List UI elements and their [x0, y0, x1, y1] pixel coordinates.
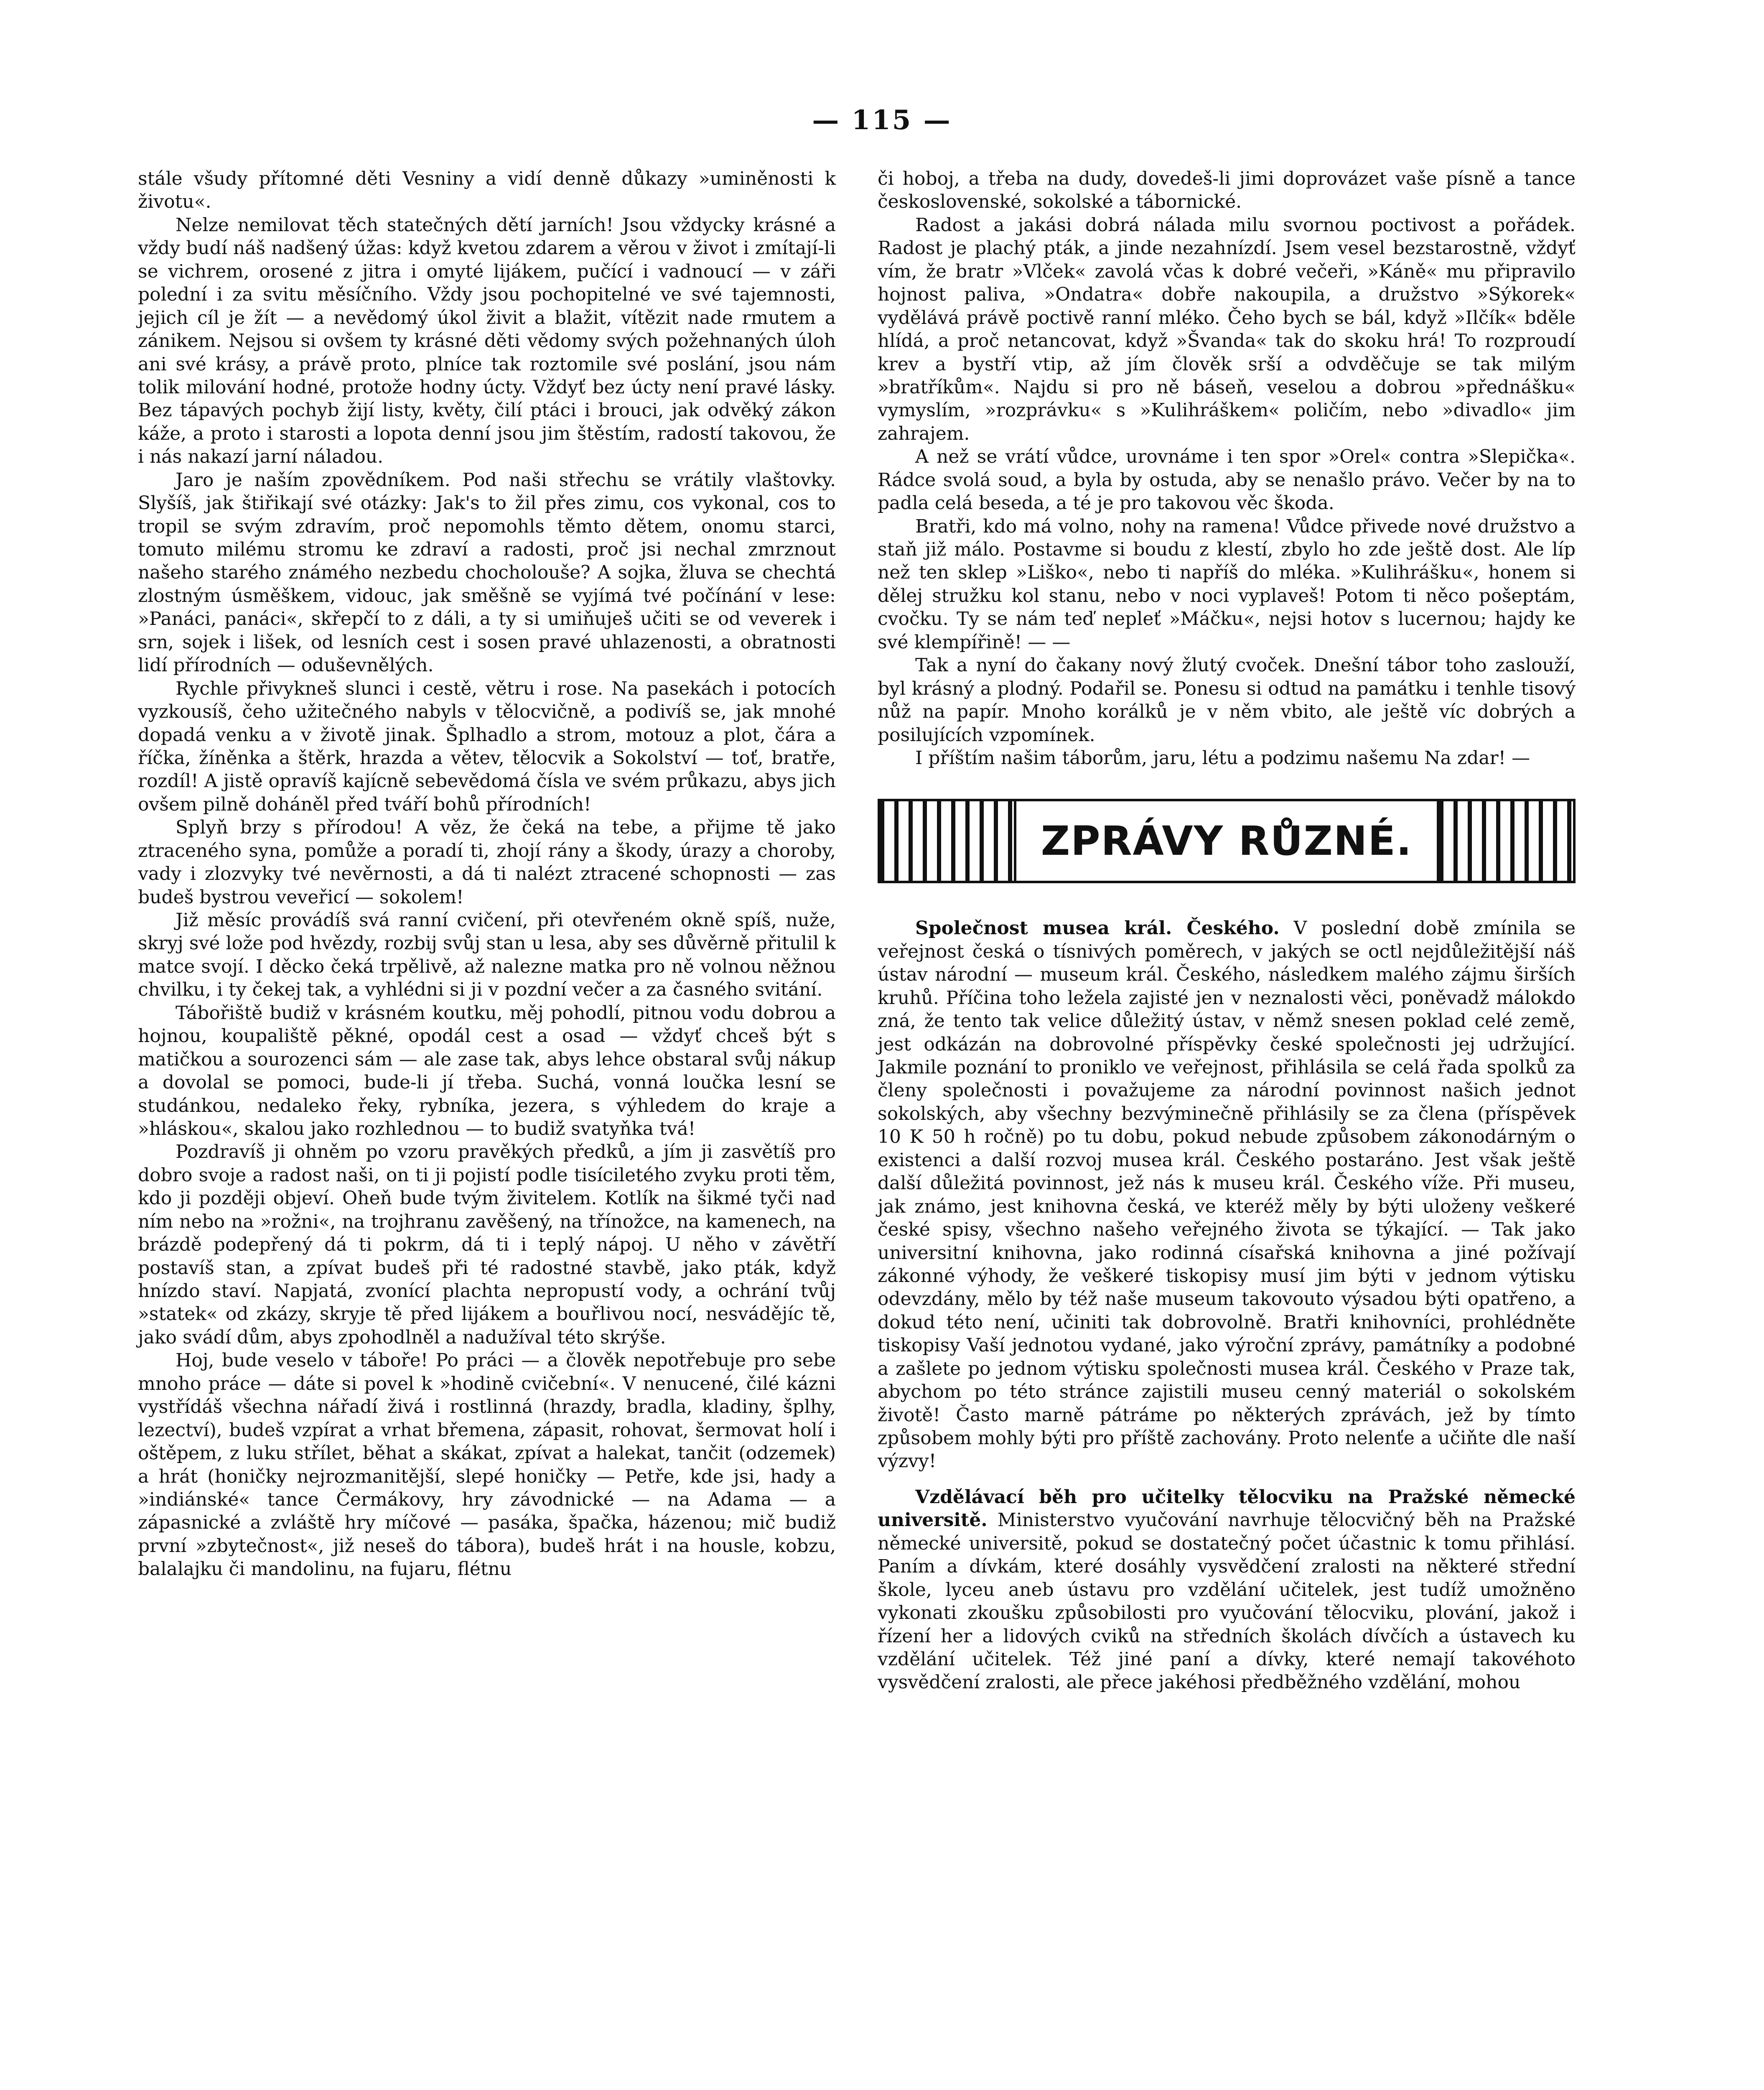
paragraph: či hoboj, a třeba na dudy, dovedeš-li jimi doprovázet vaše písně a tance československé, sokolské a tábornické.: [878, 168, 1576, 213]
paragraph: Nelze nemilovat těch statečných dětí jarních! Jsou vždycky krásné a vždy budí náš nadšený úžas: když kvetou zdarem a věrou v život i zmítají-li se vichrem, orosené z jitra i omyté lijákem, pučící i vadnoucí — v záři polední i za svitu měsíčního. Vždy jsou pochopitelné ve své tajemnosti, jejich cíl je žít — a nevědomý úkol živit a blažit, vítězit nade rmutem a zánikem. Nejsou si ovšem ty krásné děti vědomy svých požehnaných úloh ani své krásy, a právě proto, plníce tak roztomile své poslání, jsou nám tolik milování hodné, protože hodny úcty. Vždyť bez úcty není pravé lásky. Bez tápavých pochyb žijí listy, květy, čilí ptáci i brouci, jak odvěký zákon káže, a proto i starosti a lopota denní jsou jim štěstím, radostí takovou, že i nás nakazí jarní náladou.: [138, 214, 836, 468]
news-title: Společnost musea král. Českého.: [915, 918, 1280, 939]
ornament-left-icon: [880, 801, 1016, 881]
section-banner: [878, 799, 1576, 883]
paragraph: Tak a nyní do čakany nový žlutý cvoček. Dnešní tábor toho zaslouží, byl krásný a plodný. Podařil se. Ponesu si odtud na památku i tenhle tisový nůž na papír. Mnoho korálků je v něm vbito, ale ještě víc dobrých a posilujících vzpomínek.: [878, 655, 1576, 746]
paragraph: Bratři, kdo má volno, nohy na ramena! Vůdce přivede nové družstvo a staň již málo. Postavme si boudu z klestí, zbylo ho zde ještě dost. Ale líp než ten sklep »Liško«, nebo ti napříš do mléka. »Kulihrášku«, honem si dělej stružku kol stanu, nebo v noci vyplaveš! Potom ti něco pošeptám, cvočku. Ty se nám teď nepleť »Máčku«, nejsi hotov s lucernou; hajdy ke své klempířině! — —: [878, 515, 1576, 653]
paragraph: Radost a jakási dobrá nálada milu svornou poctivost a pořádek. Radost je plachý pták, a jinde nezahnízdí. Jsem vesel bezstarostně, vždyť vím, že bratr »Vlček« zavolá včas k dobré večeři, »Káně« mu připravilo hojnost paliva, »Ondatra« dobře nakoupila, a družstvo »Sýkorek« vydělává právě poctivě ranní mléko. Čeho bych se bál, když »Ilčík« bděle hlídá, a proč netancovat, když »Švanda« tak do skoku hrá! To rozproudí krev a bystří vtip, až jím člověk srší a odvděčuje se tak milým »bratříkům«. Najdu si pro ně báseň, veselou a dobrou »přednášku« vymyslím, »rozprávku« s »Kulihráškem« poličím, nebo »divadlo« jim zahrajem.: [878, 214, 1576, 444]
paragraph: Pozdravíš ji ohněm po vzoru pravěkých předků, a jím ji zasvětíš pro dobro svoje a radost naši, on ti ji pojistí podle tisíciletého zvyku proti těm, kdo ji později objeví. Oheň bude tvým živitelem. Kotlík na šikmé tyči nad ním nebo na »rožni«, na trojhranu zavěšený, na třínožce, na kamenech, na brázdě podepřený dá ti pokrm, dá ti i teplý nápoj. U něho v závětří postavíš stan, a zpívat budeš při té radostné stavbě, jako pták, když hnízdo staví. Napjatá, zvonící plachta nepropustí vody, a ochrání tvůj »statek« od zkázy, skryje tě před lijákem a bouřlivou nocí, nesvádějíc tě, jako svádí dům, abys zpohodlněl a nadužíval této skrýše.: [138, 1141, 836, 1348]
news-text: Ministerstvo vyučování navrhuje tělocvičný běh na Pražské německé universitě, pokud se dostatečný počet účastnic k tomu přihlásí. Paním a dívkám, které dosáhly vysvědčení zralosti na některé střední škole, lyceu aneb ústavu pro vzdělání učitelek, jest tudíž umožněno vykonati zkoušku způsobilosti pro vyučování tělocviku, plování, jakož i řízení her a lidových cviků na středních školách dívčích a ústavech ku vzdělání učitelek. Též jiné paní a dívky, které nemají takovéhoto vysvědčení zralosti, ale přece jakéhosi předběžného vzdělání, mohou: [878, 1509, 1576, 1693]
paragraph: Hoj, bude veselo v táboře! Po práci — a člověk nepotřebuje pro sebe mnoho práce — dáte si povel k »hodině cvičební«. V nenucené, čilé kázni vystřídáš všechna nářadí živá i rostlinná (hrazdy, bradla, kladiny, šplhy, lezectví), budeš vzpírat a vrhat břemena, zápasit, rohovat, šermovat holí i oštěpem, z luku střílet, běhat a skákat, zpívat a halekat, tančit (odzemek) a hrát (honičky nejrozmanitější, slepé honičky — Petře, kde jsi, hady a »indiánské« tance Čermákovy, hry závodnické — na Adama — a zápasnické a zvláště hry míčové — pasáka, špačka, házenou; mič budiž první »zbytečnost«, již neseš do tábora), budeš hrát i na housle, kobzu, balalajku či mandolinu, na fujaru, flétnu: [138, 1350, 836, 1580]
paragraph: Splyň brzy s přírodou! A věz, že čeká na tebe, a přijme tě jako ztraceného syna, pomůže a poradí ti, zhojí rány a škody, úrazy a choroby, vady i zlozvyky tvé nevěrnosti, a dá ti nalézt ztracené schopnosti — zas budeš bystrou veveřicí — sokolem!: [138, 817, 836, 908]
paragraph: I příštím našim táborům, jaru, létu a podzimu našemu Na zdar! —: [915, 747, 1530, 769]
paragraph: Rychle přivykneš slunci i cestě, větru i rose. Na pasekách i potocích vyzkousíš, čeho užitečného nabyls v tělocvičně, a podivíš se, jak mnohé dopadá venku a v životě jinak. Šplhadlo a strom, motouz a plot, čára a říčka, žíněnka a štěrk, hrazda a větev, tělocvik a Sokolství — toť, bratře, rozdíl! A jistě opravíš kajícně sebevědomá čísla ve svém průkazu, abys jich ovšem pilně doháněl před tváří bohů přírodních!: [138, 678, 836, 815]
paragraph: stále všudy přítomné děti Vesniny a vidí denně důkazy »uminěnosti k životu«.: [138, 168, 836, 213]
paragraph: Jaro je naším zpovědníkem. Pod naši střechu se vrátily vlaštovky. Slyšíš, jak štiřikají své otázky: Jak's to žil přes zimu, cos vykonal, cos to tropil se svým zdravím, proč nepomohls těmto dětem, onomu starci, tomuto milému stromu ke zdraví a radosti, proč jsi nechal zmrznout našeho starého známého nezbedu chocholouše? A sojka, žluva se chechtá zlostným úsměškem, vidouc, jak směšně se vyjímá tvé počínání v lese: »Panáci, panáci«, skřepčí to z dáli, a ty si umiňuješ učiti se od veverek i srn, sojek i lišek, od lesních cest i sosen pravé uhlazenosti, a obratnosti lidí přírodních — oduševnělých.: [138, 469, 836, 676]
paragraph: Již měsíc provádíš svá ranní cvičení, při otevřeném okně spíš, nuže, skryj své lože pod hvězdy, rozbij svůj stan u lesa, aby ses důvěrně přitulil k matce svojí. I děcko čeká trpělivě, až nalezne matka pro ně volnou něžnou chvilku, i ty čekej tak, a vyhlédni si ji v pozdní večer a za časného svitání.: [138, 910, 836, 1001]
section-title: ZPRÁVY RŮZNÉ.: [1016, 801, 1437, 881]
news-title: Vzdělávací běh pro učitelky tělocviku na Pražské německé universitě.: [878, 1486, 1576, 1531]
right-column: [878, 167, 1576, 1694]
paragraph: Tábořiště budiž v krásném koutku, měj pohodlí, pitnou vodu dobrou a hojnou, koupaliště pěkné, opodál cest a osad — vždyť chceš být s matičkou a sourozenci sám — ale zase tak, abys lehce obstaral svůj nákup a dovolal se pomoci, bude-li jí třeba. Suchá, vonná loučka lesní se studánkou, nedaleko řeky, rybníka, jezera, s výhledem do kraje a »hláskou«, skalou jako rozhlednou — to budiž svatyňka tvá!: [138, 1002, 836, 1139]
left-column: [138, 167, 836, 1581]
paragraph: A než se vrátí vůdce, urovnáme i ten spor »Orel« contra »Slepička«. Rádce svolá soud, a byla by ostuda, aby se nenašlo právo. Večer by na to padla celá beseda, a té je pro takovou věc škoda.: [878, 446, 1576, 514]
news-item: [878, 917, 1576, 1473]
page-number: — 115 —: [812, 104, 952, 136]
news-text: V poslední době zmínila se veřejnost česká o tísnivých poměrech, v jakých se octl nejdůležitější náš ústav národní — museum král. Českého, následkem malého zájmu širších kruhů. Příčina toho ležela zajisté jen v neznalosti věci, poněvadž málokdo zná, že tento tak velice důležitý ústav, v němž snesen poklad celé země, jest odkázán na dobrovolné příspěvky české společnosti jej udržující. Jakmile poznání to proniklo ve veřejnost, přihlásila se celá řada spolků za členy společnosti i považujeme za národní povinnost našich jednot sokolských, aby všechny bezvýminečně přihlásily se za člena (příspěvek 10 K 50 h ročně) po tu dobu, pokud nebude způsobem zákonodárným o existenci a další rozvoj musea král. Českého postaráno. Jest však ještě další důležitá povinnost, jež nás k museu král. Českého víže. Při museu, jak známo, jest knihovna česká, ve kteréž měly by býti uloženy veškeré české spisy, všechno našeho veřejného života se týkající. — Tak jako universitní knihovna, jako rodinná císařská knihovna a jiné požívají zákonné výhody, že veškeré tiskopisy musí jim býti v jednom výtisku odevzdány, mělo by též naše museum takovouto výsadou býti opatřeno, a dokud této není, učiniti tak dobrovolně. Bratři knihovníci, prohlédněte tiskopisy Vaší jednotou vydané, jako výroční zprávy, památníky a podobné a zašlete po jednom výtisku společnosti musea král. Českého v Praze tak, abychom po této stránce zajistili museu cenný materiál o sokolském životě! Často marně pátráme po některých zprávách, jež by tímto způsobem mohly býti pro příště zachovány. Proto nelenťe a učiňte dle naší výzvy!: [878, 918, 1576, 1472]
ornament-right-icon: [1437, 801, 1573, 881]
news-item: [878, 1486, 1576, 1694]
